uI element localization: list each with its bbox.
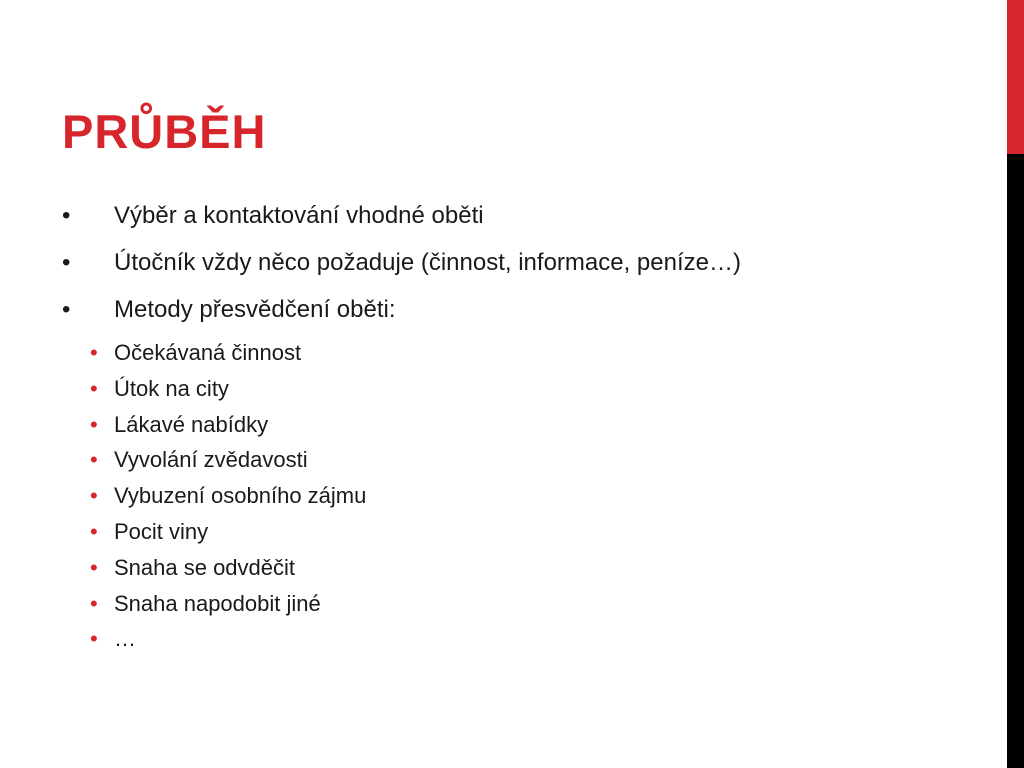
- sub-bullet-item: [90, 588, 970, 624]
- sub-bullet-marker: •: [90, 518, 98, 544]
- sub-bullet-text: Očekávaná činnost: [114, 340, 302, 365]
- sub-bullet-item: [90, 480, 970, 516]
- bullet-item: [62, 196, 982, 243]
- sub-bullet-marker: •: [90, 411, 98, 437]
- bullet-list: [62, 196, 982, 337]
- sub-bullet-text: …: [114, 626, 136, 652]
- sub-bullet-item: [90, 623, 970, 659]
- sub-bullet-marker: •: [90, 375, 98, 401]
- sub-bullet-marker: •: [90, 554, 98, 580]
- sub-bullet-text: Snaha se odvděčit: [114, 554, 296, 580]
- sub-bullet-item: [90, 337, 970, 373]
- sub-bullet-text: Útok na city: [114, 375, 229, 401]
- sub-bullet-text: Pocit viny: [114, 518, 209, 544]
- sub-bullet-text: Lákavé nabídky: [114, 411, 269, 437]
- sub-bullet-marker: •: [90, 447, 98, 473]
- bullet-marker: •: [62, 202, 71, 229]
- sub-bullet-marker: •: [90, 340, 98, 365]
- sub-bullet-list: [90, 337, 970, 659]
- bullet-marker: •: [62, 249, 71, 276]
- sub-bullet-marker: •: [90, 590, 98, 616]
- slide-title: PRŮBĚH: [62, 105, 267, 158]
- side-accent-bar-black: [1007, 154, 1024, 768]
- bullet-text: Metody přesvědčení oběti:: [114, 296, 396, 323]
- sub-bullet-item: [90, 516, 970, 552]
- bullet-marker: •: [62, 296, 71, 323]
- side-accent-bar-red: [1007, 0, 1024, 154]
- sub-bullet-marker: •: [90, 626, 98, 652]
- bullet-item: [62, 290, 982, 337]
- sub-bullet-marker: •: [90, 483, 98, 509]
- sub-bullet-text: Snaha napodobit jiné: [114, 590, 321, 616]
- sub-bullet-item: [90, 409, 970, 445]
- sub-bullet-item: [90, 444, 970, 480]
- sub-bullet-item: [90, 373, 970, 409]
- sub-bullet-text: Vyvolání zvědavosti: [114, 447, 308, 473]
- bullet-text: Útočník vždy něco požaduje (činnost, informace, peníze…): [114, 249, 741, 276]
- sub-bullet-item: [90, 552, 970, 588]
- bullet-text: Výběr a kontaktování vhodné oběti: [114, 202, 484, 229]
- bullet-item: [62, 243, 982, 290]
- sub-bullet-text: Vybuzení osobního zájmu: [114, 483, 367, 509]
